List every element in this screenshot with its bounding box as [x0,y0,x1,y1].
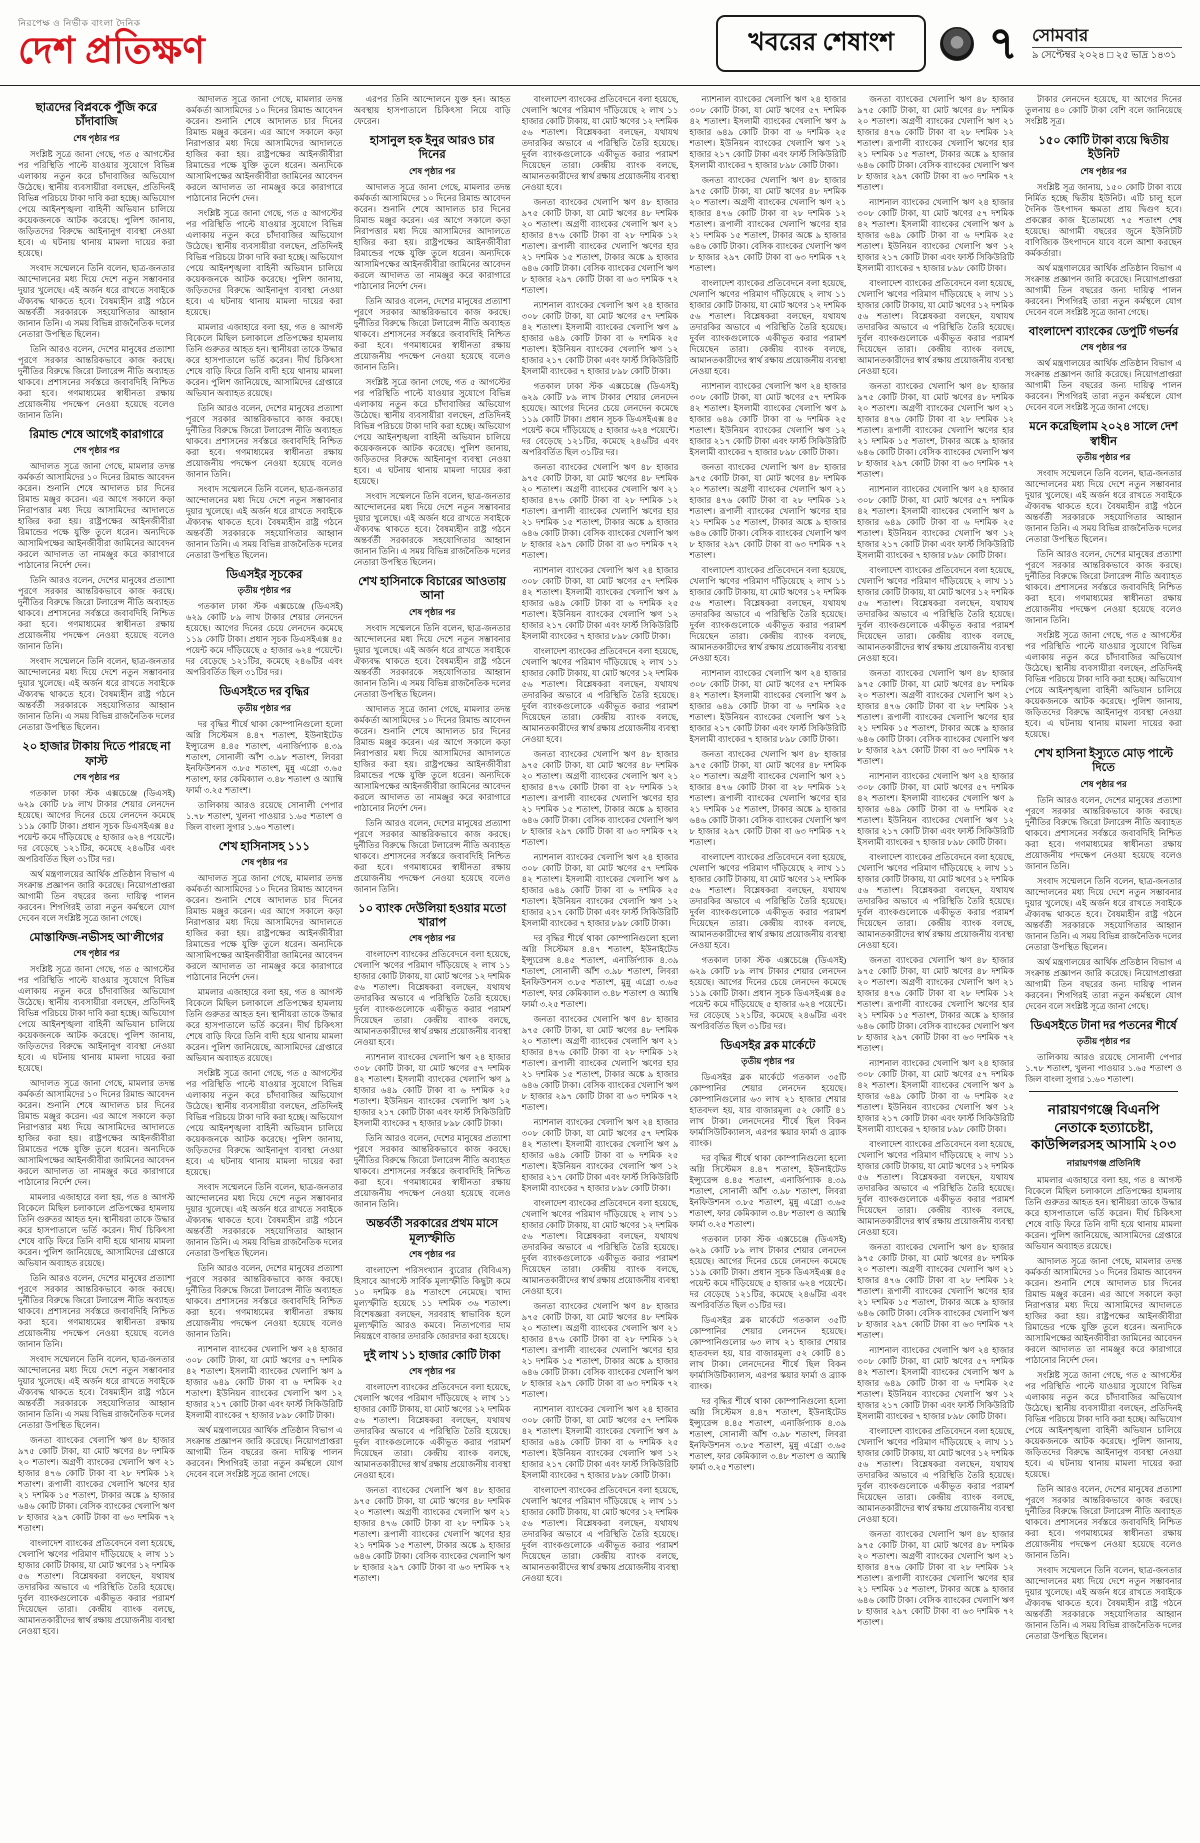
article-paragraph: আদালত সূত্রে জানা গেছে, মামলার তদন্ত কর্মকর্তা আসামিদের ১০ দিনের রিমান্ড আবেদন করেন। শুনানি শেষে আদালত চার দিনের রিমান্ড মঞ্জুর করেন। এর আগে সকালে কড়া নিরাপত্তার মধ্য দিয়ে আসামিদের আদালতে হাজির করা হয়। রাষ্ট্রপক্ষের আইনজীবীরা রিমান্ডের পক্ষে যুক্তি তুলে ধরেন। অন্যদিকে আসামিপক্ষের আইনজীবীরা জামিনের আবেদন করলে আদালত তা নামঞ্জুর করে কারাগারে পাঠানোর নির্দেশ দেন। [18,1078,175,1188]
article-paragraph: অর্থ মন্ত্রণালয়ের আর্থিক প্রতিষ্ঠান বিভাগ এ সংক্রান্ত প্রজ্ঞাপন জারি করেছে। নিয়োগপ্রাপ্তরা আগামী তিন বছরের জন্য দায়িত্ব পালন করবেন। শিগগিরই তারা নতুন কর্মস্থলে যোগ দেবেন বলে সংশ্লিষ্ট সূত্রে জানা গেছে। [185,1425,343,1480]
continued-from-label: শেষ পৃষ্ঠার পর [73,132,120,143]
article-paragraph: সংবাদ সম্মেলনে তিনি বলেন, ছাত্র-জনতার আন্দোলনের মধ্য দিয়ে দেশে নতুন সম্ভাবনার দুয়ার খুলেছে। এই অর্জন ধরে রাখতে সবাইকে ঐক্যবদ্ধ থাকতে হবে। বৈষম্যহীন রাষ্ট্র গঠনে অন্তর্বর্তী সরকারকে সহযোগিতার আহ্বান জানান তিনি। এ সময় বিভিন্ন রাজনৈতিক দলের নেতারা উপস্থিত ছিলেন। [1025,467,1183,544]
article-paragraph: জনতা ব্যাংকের খেলাপি ঋণ ৪৮ হাজার ৯৭৫ কোটি টাকা, যা মোট ঋণের ৪৮ দশমিক ২০ শতাংশ। অগ্রণী ব্যাংকের খেলাপি ঋণ ২১ হাজার ৪৭৬ কোটি টাকা বা ২৮ দশমিক ১২ শতাংশ। রূপালী ব্যাংকের খেলাপি ঋণের হার ২১ দশমিক ১৫ শতাংশ, টাকার অঙ্কে ৯ হাজার ৬৪৬ কোটি টাকা। বেসিক ব্যাংকের খেলাপি ঋণ ৮ হাজার ২৯৭ কোটি টাকা বা ৬৩ দশমিক ৭২ শতাংশ। [857,668,1015,766]
article-paragraph: সংবাদ সম্মেলনে তিনি বলেন, ছাত্র-জনতার আন্দোলনের মধ্য দিয়ে দেশে নতুন সম্ভাবনার দুয়ার খুলেছে। এই অর্জন ধরে রাখতে সবাইকে ঐক্যবদ্ধ থাকতে হবে। বৈষম্যহীন রাষ্ট্র গঠনে অন্তর্বর্তী সরকারকে সহযোগিতার আহ্বান জানান তিনি। এ সময় বিভিন্ন রাজনৈতিক দলের নেতারা উপস্থিত ছিলেন। [353,622,511,699]
article-paragraph: সংবাদ সম্মেলনে তিনি বলেন, ছাত্র-জনতার আন্দোলনের মধ্য দিয়ে দেশে নতুন সম্ভাবনার দুয়ার খুলেছে। এই অর্জন ধরে রাখতে সবাইকে ঐক্যবদ্ধ থাকতে হবে। বৈষম্যহীন রাষ্ট্র গঠনে অন্তর্বর্তী সরকারকে সহযোগিতার আহ্বান জানান তিনি। এ সময় বিভিন্ন রাজনৈতিক দলের নেতারা উপস্থিত ছিলেন। [1025,1564,1183,1641]
article-paragraph: তিনি আরও বলেন, দেশের মানুষের প্রত্যাশা পূরণে সরকার আন্তরিকভাবে কাজ করছে। দুর্নীতির বিরুদ্ধে জিরো টলারেন্স নীতি অব্যাহত থাকবে। প্রশাসনের সর্বস্তরে জবাবদিহি নিশ্চিত করা হবে। গণমাধ্যমের স্বাধীনতা রক্ষায় প্রয়োজনীয় পদক্ষেপ নেওয়া হয়েছে বলেও জানান তিনি। [353,295,511,372]
article-paragraph: গতকাল ঢাকা স্টক এক্সচেঞ্জে (ডিএসই) ৬২৯ কোটি ৮৯ লাখ টাকার শেয়ার লেনদেন হয়েছে। আগের দিনের চেয়ে লেনদেন কমেছে ১১৯ কোটি টাকা। প্রধান সূচক ডিএসইএক্স ৪৫ পয়েন্ট কমে দাঁড়িয়েছে ৫ হাজার ৬২৪ পয়েন্টে। দর বেড়েছে ১২১টির, কমেছে ২৪৬টির এবং অপরিবর্তিত ছিল ৩১টির দর। [185,601,343,678]
article-paragraph: অর্থ মন্ত্রণালয়ের আর্থিক প্রতিষ্ঠান বিভাগ এ সংক্রান্ত প্রজ্ঞাপন জারি করেছে। নিয়োগপ্রাপ্তরা আগামী তিন বছরের জন্য দায়িত্ব পালন করবেন। শিগগিরই তারা নতুন কর্মস্থলে যোগ দেবেন বলে সংশ্লিষ্ট সূত্রে জানা গেছে। [1025,358,1183,413]
continued-from-label: শেষ পৃষ্ঠার পর [408,606,456,617]
article-paragraph: গতকাল ঢাকা স্টক এক্সচেঞ্জে (ডিএসই) ৬২৯ কোটি ৮৯ লাখ টাকার শেয়ার লেনদেন হয়েছে। আগের দিনের চেয়ে লেনদেন কমেছে ১১৯ কোটি টাকা। প্রধান সূচক ডিএসইএক্স ৪৫ পয়েন্ট কমে দাঁড়িয়েছে ৫ হাজার ৬২৪ পয়েন্টে। দর বেড়েছে ১২১টির, কমেছে ২৪৬টির এবং অপরিবর্তিত ছিল ৩১টির দর। [689,1234,847,1311]
article-paragraph: দর বৃদ্ধির শীর্ষে থাকা কোম্পানিগুলো হলো অগ্নি সিস্টেমস ৪.৪৭ শতাংশ, ইউনাইটেড ইন্স্যুরেন্স ৪.৪৫ শতাংশ, এনার্জিপ্যাক ৪.৩৯ শতাংশ, সোনালী আঁশ ৩.৯৮ শতাংশ, লিবরা ইনফিউশনস ৩.৮৫ শতাংশ, মুন্নু এগ্রো ৩.৬৫ শতাংশ, ফার কেমিক্যাল ৩.৪৮ শতাংশ ও অ্যাম্বি ফার্মা ৩.২৫ শতাংশ। [689,1153,847,1230]
article-headline: ছাত্রদের বিপ্লবকে পুঁজি করে চাঁদাবাজি [35,102,158,129]
article-paragraph: ন্যাশনাল ব্যাংকের খেলাপি ঋণ ২৪ হাজার ৩০৮ কোটি টাকা, যা মোট ঋণের ৫৭ দশমিক ৪২ শতাংশ। ইসলামী ব্যাংকের খেলাপি ঋণ ৯ হাজার ৬৪৯ কোটি টাকা বা ৬ দশমিক ২৫ শতাংশ। ইউনিয়ন ব্যাংকের খেলাপি ঋণ ১২ হাজার ২১৭ কোটি টাকা এবং ফার্স্ট সিকিউরিটি ইসলামী ব্যাংকের ৭ হাজার ৮৯৮ কোটি টাকা। [689,668,847,744]
article-paragraph: সংবাদ সম্মেলনে তিনি বলেন, ছাত্র-জনতার আন্দোলনের মধ্য দিয়ে দেশে নতুন সম্ভাবনার দুয়ার খুলেছে। এই অর্জন ধরে রাখতে সবাইকে ঐক্যবদ্ধ থাকতে হবে। বৈষম্যহীন রাষ্ট্র গঠনে অন্তর্বর্তী সরকারকে সহযোগিতার আহ্বান জানান তিনি। এ সময় বিভিন্ন রাজনৈতিক দলের নেতারা উপস্থিত ছিলেন। [18,262,175,339]
article-paragraph: ডিএসইর ব্লক মার্কেটে গতকাল ৩৫টি কোম্পানির শেয়ার লেনদেন হয়েছে। কোম্পানিগুলোর ৬৩ লাখ ২১ হাজার শেয়ার হাতবদল হয়, যার বাজারমূল্য ৫২ কোটি ৪১ লাখ টাকা। লেনদেনের শীর্ষে ছিল বিকন ফার্মাসিউটিক্যালস, এরপর স্কয়ার ফার্মা ও ব্র্যাক ব্যাংক। [689,1072,847,1149]
article-headline: শেখ হাসিনা ইস্যুতে মোড় পাল্টে দিতে [1034,747,1174,775]
article-paragraph: বাংলাদেশ ব্যাংকের প্রতিবেদনে বলা হয়েছে, খেলাপি ঋণের পরিমাণ দাঁড়িয়েছে ২ লাখ ১১ হাজার কোটি টাকায়, যা মোট ঋণের ১২ দশমিক ৫৬ শতাংশ। বিশ্লেষকরা বলছেন, যথাযথ তদারকির অভাবে এ পরিস্থিতি তৈরি হয়েছে। দুর্বল ব্যাংকগুলোকে একীভূত করার পরামর্শ দিয়েছেন তারা। কেন্দ্রীয় ব্যাংক বলছে, আমানতকারীদের স্বার্থ রক্ষায় প্রয়োজনীয় ব্যবস্থা নেওয়া হবে। [353,949,511,1048]
article-paragraph: তিনি আরও বলেন, দেশের মানুষের প্রত্যাশা পূরণে সরকার আন্তরিকভাবে কাজ করছে। দুর্নীতির বিরুদ্ধে জিরো টলারেন্স নীতি অব্যাহত থাকবে। প্রশাসনের সর্বস্তরে জবাবদিহি নিশ্চিত করা হবে। গণমাধ্যমের স্বাধীনতা রক্ষায় প্রয়োজনীয় পদক্ষেপ নেওয়া হয়েছে বলেও জানান তিনি। [18,575,175,652]
article-paragraph: জনতা ব্যাংকের খেলাপি ঋণ ৪৮ হাজার ৯৭৫ কোটি টাকা, যা মোট ঋণের ৪৮ দশমিক ২০ শতাংশ। অগ্রণী ব্যাংকের খেলাপি ঋণ ২১ হাজার ৪৭৬ কোটি টাকা বা ২৮ দশমিক ১২ শতাংশ। রূপালী ব্যাংকের খেলাপি ঋণের হার ২১ দশমিক ১৫ শতাংশ, টাকার অঙ্কে ৯ হাজার ৬৪৬ কোটি টাকা। বেসিক ব্যাংকের খেলাপি ঋণ ৮ হাজার ২৯৭ কোটি টাকা বা ৬৩ দশমিক ৭২ শতাংশ। [689,749,847,847]
article-paragraph: বাংলাদেশ ব্যাংকের প্রতিবেদনে বলা হয়েছে, খেলাপি ঋণের পরিমাণ দাঁড়িয়েছে ২ লাখ ১১ হাজার কোটি টাকায়, যা মোট ঋণের ১২ দশমিক ৫৬ শতাংশ। বিশ্লেষকরা বলছেন, যথাযথ তদারকির অভাবে এ পরিস্থিতি তৈরি হয়েছে। দুর্বল ব্যাংকগুলোকে একীভূত করার পরামর্শ দিয়েছেন তারা। কেন্দ্রীয় ব্যাংক বলছে, আমানতকারীদের স্বার্থ রক্ষায় প্রয়োজনীয় ব্যবস্থা নেওয়া হবে। [857,852,1015,950]
article-headline: বাংলাদেশ ব্যাংকের ডেপুটি গভর্নর [1028,325,1179,338]
continued-from-label: শেষ পৃষ্ঠার পর [408,165,456,176]
article-paragraph: বাংলাদেশ ব্যাংকের প্রতিবেদনে বলা হয়েছে, খেলাপি ঋণের পরিমাণ দাঁড়িয়েছে ২ লাখ ১১ হাজার কোটি টাকায়, যা মোট ঋণের ১২ দশমিক ৫৬ শতাংশ। বিশ্লেষকরা বলছেন, যথাযথ তদারকির অভাবে এ পরিস্থিতি তৈরি হয়েছে। দুর্বল ব্যাংকগুলোকে একীভূত করার পরামর্শ দিয়েছেন তারা। কেন্দ্রীয় ব্যাংক বলছে, আমানতকারীদের স্বার্থ রক্ষায় প্রয়োজনীয় ব্যবস্থা নেওয়া হবে। [689,852,847,950]
article-headline: নারায়ণগঞ্জে বিএনপি নেতাকে হত্যাচেষ্টা, কাউন্সিলরসহ আসামি ২০৩ [1031,1102,1177,1153]
continued-from-label: তৃতীয় পৃষ্ঠার পর [237,702,291,713]
article-paragraph: বাংলাদেশ ব্যাংকের প্রতিবেদনে বলা হয়েছে, খেলাপি ঋণের পরিমাণ দাঁড়িয়েছে ২ লাখ ১১ হাজার কোটি টাকায়, যা মোট ঋণের ১২ দশমিক ৫৬ শতাংশ। বিশ্লেষকরা বলছেন, যথাযথ তদারকির অভাবে এ পরিস্থিতি তৈরি হয়েছে। দুর্বল ব্যাংকগুলোকে একীভূত করার পরামর্শ দিয়েছেন তারা। কেন্দ্রীয় ব্যাংক বলছে, আমানতকারীদের স্বার্থ রক্ষায় প্রয়োজনীয় ব্যবস্থা নেওয়া হবে। [521,646,679,744]
article-paragraph: ন্যাশনাল ব্যাংকের খেলাপি ঋণ ২৪ হাজার ৩০৮ কোটি টাকা, যা মোট ঋণের ৫৭ দশমিক ৪২ শতাংশ। ইসলামী ব্যাংকের খেলাপি ঋণ ৯ হাজার ৬৪৯ কোটি টাকা বা ৬ দশমিক ২৫ শতাংশ। ইউনিয়ন ব্যাংকের খেলাপি ঋণ ১২ হাজার ২১৭ কোটি টাকা এবং ফার্স্ট সিকিউরিটি ইসলামী ব্যাংকের ৭ হাজার ৮৯৮ কোটি টাকা। [353,1052,511,1129]
newspaper-brand [18,16,205,71]
article-paragraph: জনতা ব্যাংকের খেলাপি ঋণ ৪৮ হাজার ৯৭৫ কোটি টাকা, যা মোট ঋণের ৪৮ দশমিক ২০ শতাংশ। অগ্রণী ব্যাংকের খেলাপি ঋণ ২১ হাজার ৪৭৬ কোটি টাকা বা ২৮ দশমিক ১২ শতাংশ। রূপালী ব্যাংকের খেলাপি ঋণের হার ২১ দশমিক ১৫ শতাংশ, টাকার অঙ্কে ৯ হাজার ৬৪৬ কোটি টাকা। বেসিক ব্যাংকের খেলাপি ঋণ ৮ হাজার ২৯৭ কোটি টাকা বা ৬৩ দশমিক ৭২ শতাংশ। [857,955,1015,1053]
article-paragraph: সংবাদ সম্মেলনে তিনি বলেন, ছাত্র-জনতার আন্দোলনের মধ্য দিয়ে দেশে নতুন সম্ভাবনার দুয়ার খুলেছে। এই অর্জন ধরে রাখতে সবাইকে ঐক্যবদ্ধ থাকতে হবে। বৈষম্যহীন রাষ্ট্র গঠনে অন্তর্বর্তী সরকারকে সহযোগিতার আহ্বান জানান তিনি। এ সময় বিভিন্ন রাজনৈতিক দলের নেতারা উপস্থিত ছিলেন। [185,1182,343,1259]
article-paragraph: তিনি আরও বলেন, দেশের মানুষের প্রত্যাশা পূরণে সরকার আন্তরিকভাবে কাজ করছে। দুর্নীতির বিরুদ্ধে জিরো টলারেন্স নীতি অব্যাহত থাকবে। প্রশাসনের সর্বস্তরে জবাবদিহি নিশ্চিত করা হবে। গণমাধ্যমের স্বাধীনতা রক্ষায় প্রয়োজনীয় পদক্ষেপ নেওয়া হয়েছে বলেও জানান তিনি। [353,817,511,894]
article-headline: ডিএসইর সূচকের [226,569,303,581]
article-paragraph: বাংলাদেশ ব্যাংকের প্রতিবেদনে বলা হয়েছে, খেলাপি ঋণের পরিমাণ দাঁড়িয়েছে ২ লাখ ১১ হাজার কোটি টাকায়, যা মোট ঋণের ১২ দশমিক ৫৬ শতাংশ। বিশ্লেষকরা বলছেন, যথাযথ তদারকির অভাবে এ পরিস্থিতি তৈরি হয়েছে। দুর্বল ব্যাংকগুলোকে একীভূত করার পরামর্শ দিয়েছেন তারা। কেন্দ্রীয় ব্যাংক বলছে, আমানতকারীদের স্বার্থ রক্ষায় প্রয়োজনীয় ব্যবস্থা নেওয়া হবে। [521,1198,679,1296]
article-paragraph: বাংলাদেশ ব্যাংকের প্রতিবেদনে বলা হয়েছে, খেলাপি ঋণের পরিমাণ দাঁড়িয়েছে ২ লাখ ১১ হাজার কোটি টাকায়, যা মোট ঋণের ১২ দশমিক ৫৬ শতাংশ। বিশ্লেষকরা বলছেন, যথাযথ তদারকির অভাবে এ পরিস্থিতি তৈরি হয়েছে। দুর্বল ব্যাংকগুলোকে একীভূত করার পরামর্শ দিয়েছেন তারা। কেন্দ্রীয় ব্যাংক বলছে, আমানতকারীদের স্বার্থ রক্ষায় প্রয়োজনীয় ব্যবস্থা নেওয়া হবে। [353,1382,511,1481]
article-headline: শেখ হাসিনাসহ ১১১ [218,840,310,853]
article-paragraph: ন্যাশনাল ব্যাংকের খেলাপি ঋণ ২৪ হাজার ৩০৮ কোটি টাকা, যা মোট ঋণের ৫৭ দশমিক ৪২ শতাংশ। ইসলামী ব্যাংকের খেলাপি ঋণ ৯ হাজার ৬৪৯ কোটি টাকা বা ৬ দশমিক ২৫ শতাংশ। ইউনিয়ন ব্যাংকের খেলাপি ঋণ ১২ হাজার ২১৭ কোটি টাকা এবং ফার্স্ট সিকিউরিটি ইসলামী ব্যাংকের ৭ হাজার ৮৯৮ কোটি টাকা। [857,1345,1015,1421]
continued-from-label: তৃতীয় পৃষ্ঠার পর [237,585,291,596]
article-paragraph: জনতা ব্যাংকের খেলাপি ঋণ ৪৮ হাজার ৯৭৫ কোটি টাকা, যা মোট ঋণের ৪৮ দশমিক ২০ শতাংশ। অগ্রণী ব্যাংকের খেলাপি ঋণ ২১ হাজার ৪৭৬ কোটি টাকা বা ২৮ দশমিক ১২ শতাংশ। রূপালী ব্যাংকের খেলাপি ঋণের হার ২১ দশমিক ১৫ শতাংশ, টাকার অঙ্কে ৯ হাজার ৬৪৬ কোটি টাকা। বেসিক ব্যাংকের খেলাপি ঋণ ৮ হাজার ২৯৭ কোটি টাকা বা ৬৩ দশমিক ৭২ শতাংশ। [689,462,847,560]
article-headline: শেখ হাসিনাকে বিচারের আওতায় আনা [358,575,507,603]
news-column-1 [18,94,175,1831]
news-column-4 [522,94,679,1831]
article-headline: মনে করেছিলাম ২০২৪ সালে দেশ স্বাধীন [1029,421,1178,448]
article-paragraph: দর বৃদ্ধির শীর্ষে থাকা কোম্পানিগুলো হলো অগ্নি সিস্টেমস ৪.৪৭ শতাংশ, ইউনাইটেড ইন্স্যুরেন্স ৪.৪৫ শতাংশ, এনার্জিপ্যাক ৪.৩৯ শতাংশ, সোনালী আঁশ ৩.৯৮ শতাংশ, লিবরা ইনফিউশনস ৩.৮৫ শতাংশ, মুন্নু এগ্রো ৩.৬৫ শতাংশ, ফার কেমিক্যাল ৩.৪৮ শতাংশ ও অ্যাম্বি ফার্মা ৩.২৫ শতাংশ। [185,718,343,795]
article-paragraph: ন্যাশনাল ব্যাংকের খেলাপি ঋণ ২৪ হাজার ৩০৮ কোটি টাকা, যা মোট ঋণের ৫৭ দশমিক ৪২ শতাংশ। ইসলামী ব্যাংকের খেলাপি ঋণ ৯ হাজার ৬৪৯ কোটি টাকা বা ৬ দশমিক ২৫ শতাংশ। ইউনিয়ন ব্যাংকের খেলাপি ঋণ ১২ হাজার ২১৭ কোটি টাকা এবং ফার্স্ট সিকিউরিটি ইসলামী ব্যাংকের ৭ হাজার ৮৯৮ কোটি টাকা। [857,1058,1015,1134]
article-paragraph: জনতা ব্যাংকের খেলাপি ঋণ ৪৮ হাজার ৯৭৫ কোটি টাকা, যা মোট ঋণের ৪৮ দশমিক ২০ শতাংশ। অগ্রণী ব্যাংকের খেলাপি ঋণ ২১ হাজার ৪৭৬ কোটি টাকা বা ২৮ দশমিক ১২ শতাংশ। রূপালী ব্যাংকের খেলাপি ঋণের হার ২১ দশমিক ১৫ শতাংশ, টাকার অঙ্কে ৯ হাজার ৬৪৬ কোটি টাকা। বেসিক ব্যাংকের খেলাপি ঋণ ৮ হাজার ২৯৭ কোটি টাকা বা ৬৩ দশমিক ৭২ শতাংশ। [857,1529,1015,1627]
continued-from-label: শেষ পৃষ্ঠার পর [408,1249,456,1259]
article-paragraph: ন্যাশনাল ব্যাংকের খেলাপি ঋণ ২৪ হাজার ৩০৮ কোটি টাকা, যা মোট ঋণের ৫৭ দশমিক ৪২ শতাংশ। ইসলামী ব্যাংকের খেলাপি ঋণ ৯ হাজার ৬৪৯ কোটি টাকা বা ৬ দশমিক ২৫ শতাংশ। ইউনিয়ন ব্যাংকের খেলাপি ঋণ ১২ হাজার ২১৭ কোটি টাকা এবং ফার্স্ট সিকিউরিটি ইসলামী ব্যাংকের ৭ হাজার ৮৯৮ কোটি টাকা। [521,1117,679,1193]
article-paragraph: মামলার এজাহারে বলা হয়, গত ৪ আগস্ট বিকেলে মিছিল চলাকালে প্রতিপক্ষের হামলায় তিনি গুরুতর আহত হন। স্থানীয়রা তাকে উদ্ধার করে হাসপাতালে ভর্তি করেন। দীর্ঘ চিকিৎসা শেষে বাড়ি ফিরে তিনি বাদী হয়ে থানায় মামলা করেন। পুলিশ জানিয়েছে, আসামিদের গ্রেপ্তারে অভিযান অব্যাহত রয়েছে। [18,1192,175,1269]
byline: নারায়ণগঞ্জ প্রতিনিধি [1066,1157,1141,1168]
masthead-right [716,15,1182,72]
article-paragraph: জনতা ব্যাংকের খেলাপি ঋণ ৪৮ হাজার ৯৭৫ কোটি টাকা, যা মোট ঋণের ৪৮ দশমিক ২০ শতাংশ। অগ্রণী ব্যাংকের খেলাপি ঋণ ২১ হাজার ৪৭৬ কোটি টাকা বা ২৮ দশমিক ১২ শতাংশ। রূপালী ব্যাংকের খেলাপি ঋণের হার ২১ দশমিক ১৫ শতাংশ, টাকার অঙ্কে ৯ হাজার ৬৪৬ কোটি টাকা। বেসিক ব্যাংকের খেলাপি ঋণ ৮ হাজার ২৯৭ কোটি টাকা বা ৬৩ দশমিক ৭২ শতাংশ। [857,94,1015,192]
article-paragraph: জনতা ব্যাংকের খেলাপি ঋণ ৪৮ হাজার ৯৭৫ কোটি টাকা, যা মোট ঋণের ৪৮ দশমিক ২০ শতাংশ। অগ্রণী ব্যাংকের খেলাপি ঋণ ২১ হাজার ৪৭৬ কোটি টাকা বা ২৮ দশমিক ১২ শতাংশ। রূপালী ব্যাংকের খেলাপি ঋণের হার ২১ দশমিক ১৫ শতাংশ, টাকার অঙ্কে ৯ হাজার ৬৪৬ কোটি টাকা। বেসিক ব্যাংকের খেলাপি ঋণ ৮ হাজার ২৯৭ কোটি টাকা বা ৬৩ দশমিক ৭২ শতাংশ। [521,197,679,295]
continued-from-label: শেষ পৃষ্ঠার পর [408,1366,456,1377]
article-paragraph: ন্যাশনাল ব্যাংকের খেলাপি ঋণ ২৪ হাজার ৩০৮ কোটি টাকা, যা মোট ঋণের ৫৭ দশমিক ৪২ শতাংশ। ইসলামী ব্যাংকের খেলাপি ঋণ ৯ হাজার ৬৪৯ কোটি টাকা বা ৬ দশমিক ২৫ শতাংশ। ইউনিয়ন ব্যাংকের খেলাপি ঋণ ১২ হাজার ২১৭ কোটি টাকা এবং ফার্স্ট সিকিউরিটি ইসলামী ব্যাংকের ৭ হাজার ৮৯৮ কোটি টাকা। [521,1404,679,1480]
article-paragraph: সংবাদ সম্মেলনে তিনি বলেন, ছাত্র-জনতার আন্দোলনের মধ্য দিয়ে দেশে নতুন সম্ভাবনার দুয়ার খুলেছে। এই অর্জন ধরে রাখতে সবাইকে ঐক্যবদ্ধ থাকতে হবে। বৈষম্যহীন রাষ্ট্র গঠনে অন্তর্বর্তী সরকারকে সহযোগিতার আহ্বান জানান তিনি। এ সময় বিভিন্ন রাজনৈতিক দলের নেতারা উপস্থিত ছিলেন। [18,656,175,733]
article-paragraph: তিনি আরও বলেন, দেশের মানুষের প্রত্যাশা পূরণে সরকার আন্তরিকভাবে কাজ করছে। দুর্নীতির বিরুদ্ধে জিরো টলারেন্স নীতি অব্যাহত থাকবে। প্রশাসনের সর্বস্তরে জবাবদিহি নিশ্চিত করা হবে। গণমাধ্যমের স্বাধীনতা রক্ষায় প্রয়োজনীয় পদক্ষেপ নেওয়া হয়েছে বলেও জানান তিনি। [18,1273,175,1350]
article-headline: ডিএসইতে টানা দর পতনের শীর্ষে [1030,1019,1177,1032]
article-paragraph: তিনি আরও বলেন, দেশের মানুষের প্রত্যাশা পূরণে সরকার আন্তরিকভাবে কাজ করছে। দুর্নীতির বিরুদ্ধে জিরো টলারেন্স নীতি অব্যাহত থাকবে। প্রশাসনের সর্বস্তরে জবাবদিহি নিশ্চিত করা হবে। গণমাধ্যমের স্বাধীনতা রক্ষায় প্রয়োজনীয় পদক্ষেপ নেওয়া হয়েছে বলেও জানান তিনি। [1025,1483,1183,1560]
article-paragraph: তিনি আরও বলেন, দেশের মানুষের প্রত্যাশা পূরণে সরকার আন্তরিকভাবে কাজ করছে। দুর্নীতির বিরুদ্ধে জিরো টলারেন্স নীতি অব্যাহত থাকবে। প্রশাসনের সর্বস্তরে জবাবদিহি নিশ্চিত করা হবে। গণমাধ্যমের স্বাধীনতা রক্ষায় প্রয়োজনীয় পদক্ষেপ নেওয়া হয়েছে বলেও জানান তিনি। [185,1263,343,1340]
continued-from-label: শেষ পৃষ্ঠার পর [73,771,120,782]
article-paragraph: বাংলাদেশ ব্যাংকের প্রতিবেদনে বলা হয়েছে, খেলাপি ঋণের পরিমাণ দাঁড়িয়েছে ২ লাখ ১১ হাজার কোটি টাকায়, যা মোট ঋণের ১২ দশমিক ৫৬ শতাংশ। বিশ্লেষকরা বলছেন, যথাযথ তদারকির অভাবে এ পরিস্থিতি তৈরি হয়েছে। দুর্বল ব্যাংকগুলোকে একীভূত করার পরামর্শ দিয়েছেন তারা। কেন্দ্রীয় ব্যাংক বলছে, আমানতকারীদের স্বার্থ রক্ষায় প্রয়োজনীয় ব্যবস্থা নেওয়া হবে। [857,278,1015,376]
article-paragraph: সংশ্লিষ্ট সূত্রে জানা গেছে, গত ৫ আগস্টের পর পরিস্থিতি পাল্টে যাওয়ার সুযোগে বিভিন্ন এলাকায় নতুন করে চাঁদাবাজির অভিযোগ উঠেছে। স্থানীয় ব্যবসায়ীরা বলছেন, প্রতিদিনই বিভিন্ন পরিচয়ে টাকা দাবি করা হচ্ছে। অভিযোগ পেয়ে আইনশৃঙ্খলা বাহিনী অভিযান চালিয়ে কয়েকজনকে আটক করেছে। পুলিশ জানায়, জড়িতদের বিরুদ্ধে আইনানুগ ব্যবস্থা নেওয়া হবে। এ ঘটনায় থানায় মামলা দায়ের করা হয়েছে। [185,1068,343,1178]
section-title: খবরের শেষাংশ [716,15,926,72]
article-paragraph: সংশ্লিষ্ট সূত্রে জানা গেছে, গত ৫ আগস্টের পর পরিস্থিতি পাল্টে যাওয়ার সুযোগে বিভিন্ন এলাকায় নতুন করে চাঁদাবাজির অভিযোগ উঠেছে। স্থানীয় ব্যবসায়ীরা বলছেন, প্রতিদিনই বিভিন্ন পরিচয়ে টাকা দাবি করা হচ্ছে। অভিযোগ পেয়ে আইনশৃঙ্খলা বাহিনী অভিযান চালিয়ে কয়েকজনকে আটক করেছে। পুলিশ জানায়, জড়িতদের বিরুদ্ধে আইনানুগ ব্যবস্থা নেওয়া হবে। এ ঘটনায় থানায় মামলা দায়ের করা হয়েছে। [1025,629,1183,739]
article-paragraph: তিনি আরও বলেন, দেশের মানুষের প্রত্যাশা পূরণে সরকার আন্তরিকভাবে কাজ করছে। দুর্নীতির বিরুদ্ধে জিরো টলারেন্স নীতি অব্যাহত থাকবে। প্রশাসনের সর্বস্তরে জবাবদিহি নিশ্চিত করা হবে। গণমাধ্যমের স্বাধীনতা রক্ষায় প্রয়োজনীয় পদক্ষেপ নেওয়া হয়েছে বলেও জানান তিনি। [18,343,175,420]
article-paragraph: বাংলাদেশ ব্যাংকের প্রতিবেদনে বলা হয়েছে, খেলাপি ঋণের পরিমাণ দাঁড়িয়েছে ২ লাখ ১১ হাজার কোটি টাকায়, যা মোট ঋণের ১২ দশমিক ৫৬ শতাংশ। বিশ্লেষকরা বলছেন, যথাযথ তদারকির অভাবে এ পরিস্থিতি তৈরি হয়েছে। দুর্বল ব্যাংকগুলোকে একীভূত করার পরামর্শ দিয়েছেন তারা। কেন্দ্রীয় ব্যাংক বলছে, আমানতকারীদের স্বার্থ রক্ষায় প্রয়োজনীয় ব্যবস্থা নেওয়া হবে। [689,278,847,376]
article-paragraph: সংশ্লিষ্ট সূত্রে জানা গেছে, গত ৫ আগস্টের পর পরিস্থিতি পাল্টে যাওয়ার সুযোগে বিভিন্ন এলাকায় নতুন করে চাঁদাবাজির অভিযোগ উঠেছে। স্থানীয় ব্যবসায়ীরা বলছেন, প্রতিদিনই বিভিন্ন পরিচয়ে টাকা দাবি করা হচ্ছে। অভিযোগ পেয়ে আইনশৃঙ্খলা বাহিনী অভিযান চালিয়ে কয়েকজনকে আটক করেছে। পুলিশ জানায়, জড়িতদের বিরুদ্ধে আইনানুগ ব্যবস্থা নেওয়া হবে। এ ঘটনায় থানায় মামলা দায়ের করা হয়েছে। [1025,1369,1183,1479]
continued-from-label: শেষ পৃষ্ঠার পর [408,933,456,944]
article-paragraph: ন্যাশনাল ব্যাংকের খেলাপি ঋণ ২৪ হাজার ৩০৮ কোটি টাকা, যা মোট ঋণের ৫৭ দশমিক ৪২ শতাংশ। ইসলামী ব্যাংকের খেলাপি ঋণ ৯ হাজার ৬৪৯ কোটি টাকা বা ৬ দশমিক ২৫ শতাংশ। ইউনিয়ন ব্যাংকের খেলাপি ঋণ ১২ হাজার ২১৭ কোটি টাকা এবং ফার্স্ট সিকিউরিটি ইসলামী ব্যাংকের ৭ হাজার ৮৯৮ কোটি টাকা। [857,484,1015,560]
article-paragraph: সংশ্লিষ্ট সূত্রে জানা গেছে, গত ৫ আগস্টের পর পরিস্থিতি পাল্টে যাওয়ার সুযোগে বিভিন্ন এলাকায় নতুন করে চাঁদাবাজির অভিযোগ উঠেছে। স্থানীয় ব্যবসায়ীরা বলছেন, প্রতিদিনই বিভিন্ন পরিচয়ে টাকা দাবি করা হচ্ছে। অভিযোগ পেয়ে আইনশৃঙ্খলা বাহিনী অভিযান চালিয়ে কয়েকজনকে আটক করেছে। পুলিশ জানায়, জড়িতদের বিরুদ্ধে আইনানুগ ব্যবস্থা নেওয়া হবে। এ ঘটনায় থানায় মামলা দায়ের করা হয়েছে। [185,208,343,317]
article-paragraph: তালিকায় আরও রয়েছে সোনালী পেপার ১.৭৮ শতাংশ, খুলনা পাওয়ার ১.৬৫ শতাংশ ও জিল বাংলা সুগার ১.৬০ শতাংশ। [185,799,343,832]
article-paragraph: জনতা ব্যাংকের খেলাপি ঋণ ৪৮ হাজার ৯৭৫ কোটি টাকা, যা মোট ঋণের ৪৮ দশমিক ২০ শতাংশ। অগ্রণী ব্যাংকের খেলাপি ঋণ ২১ হাজার ৪৭৬ কোটি টাকা বা ২৮ দশমিক ১২ শতাংশ। রূপালী ব্যাংকের খেলাপি ঋণের হার ২১ দশমিক ১৫ শতাংশ, টাকার অঙ্কে ৯ হাজার ৬৪৬ কোটি টাকা। বেসিক ব্যাংকের খেলাপি ঋণ ৮ হাজার ২৯৭ কোটি টাকা বা ৬৩ দশমিক ৭২ শতাংশ। [521,462,679,560]
article-paragraph: ন্যাশনাল ব্যাংকের খেলাপি ঋণ ২৪ হাজার ৩০৮ কোটি টাকা, যা মোট ঋণের ৫৭ দশমিক ৪২ শতাংশ। ইসলামী ব্যাংকের খেলাপি ঋণ ৯ হাজার ৬৪৯ কোটি টাকা বা ৬ দশমিক ২৫ শতাংশ। ইউনিয়ন ব্যাংকের খেলাপি ঋণ ১২ হাজার ২১৭ কোটি টাকা এবং ফার্স্ট সিকিউরিটি ইসলামী ব্যাংকের ৭ হাজার ৮৯৮ কোটি টাকা। [857,197,1015,273]
news-column-7 [1025,94,1182,1831]
article-headline: রিমান্ড শেষে আগেই কারাগারে [29,428,164,441]
article-paragraph: অর্থ মন্ত্রণালয়ের আর্থিক প্রতিষ্ঠান বিভাগ এ সংক্রান্ত প্রজ্ঞাপন জারি করেছে। নিয়োগপ্রাপ্তরা আগামী তিন বছরের জন্য দায়িত্ব পালন করবেন। শিগগিরই তারা নতুন কর্মস্থলে যোগ দেবেন বলে সংশ্লিষ্ট সূত্রে জানা গেছে। [1025,262,1183,317]
emblem-icon [940,27,974,61]
continued-from-label: শেষ পৃষ্ঠার পর [1080,778,1127,789]
continued-from-label: শেষ পৃষ্ঠার পর [1080,342,1127,353]
article-headline: ডিএসইতে দর বৃদ্ধির [219,686,310,699]
article-paragraph: ন্যাশনাল ব্যাংকের খেলাপি ঋণ ২৪ হাজার ৩০৮ কোটি টাকা, যা মোট ঋণের ৫৭ দশমিক ৪২ শতাংশ। ইসলামী ব্যাংকের খেলাপি ঋণ ৯ হাজার ৬৪৯ কোটি টাকা বা ৬ দশমিক ২৫ শতাংশ। ইউনিয়ন ব্যাংকের খেলাপি ঋণ ১২ হাজার ২১৭ কোটি টাকা এবং ফার্স্ট সিকিউরিটি ইসলামী ব্যাংকের ৭ হাজার ৮৯৮ কোটি টাকা। [521,565,679,641]
article-headline: অন্তর্বর্তী সরকারের প্রথম মাসে মূল্যস্ফীতি [366,1218,499,1245]
article-paragraph: সংশ্লিষ্ট সূত্র জানায়, ১৫০ কোটি টাকা ব্যয়ে নির্মিত হচ্ছে দ্বিতীয় ইউনিট। এটি চালু হলে দৈনিক উৎপাদন ক্ষমতা প্রায় দ্বিগুণ হবে। প্রকল্পের কাজ ইতোমধ্যে ৭৫ শতাংশ শেষ হয়েছে। আগামী বছরের জুনে ইউনিটটি বাণিজ্যিক উৎপাদনে যাবে বলে আশা করছেন কর্মকর্তারা। [1025,181,1183,258]
page-number: ৭ [988,17,1018,69]
article-headline: মোস্তাফিজ-নভীসহ আ'লীগের [29,931,164,944]
masthead [0,0,1200,86]
article-headline: হাসানুল হক ইনুর আরও চার দিনের [369,135,495,162]
date-line: ৯ সেপ্টেম্বর ২০২৪ □ ২৫ ভাদ্র ১৪৩১ [1032,49,1177,61]
article-paragraph: আদালত সূত্রে জানা গেছে, মামলার তদন্ত কর্মকর্তা আসামিদের ১০ দিনের রিমান্ড আবেদন করেন। শুনানি শেষে আদালত চার দিনের রিমান্ড মঞ্জুর করেন। এর আগে সকালে কড়া নিরাপত্তার মধ্য দিয়ে আসামিদের আদালতে হাজির করা হয়। রাষ্ট্রপক্ষের আইনজীবীরা রিমান্ডের পক্ষে যুক্তি তুলে ধরেন। অন্যদিকে আসামিপক্ষের আইনজীবীরা জামিনের আবেদন করলে আদালত তা নামঞ্জুর করে কারাগারে পাঠানোর নির্দেশ দেন। [353,181,511,291]
article-paragraph: জনতা ব্যাংকের খেলাপি ঋণ ৪৮ হাজার ৯৭৫ কোটি টাকা, যা মোট ঋণের ৪৮ দশমিক ২০ শতাংশ। অগ্রণী ব্যাংকের খেলাপি ঋণ ২১ হাজার ৪৭৬ কোটি টাকা বা ২৮ দশমিক ১২ শতাংশ। রূপালী ব্যাংকের খেলাপি ঋণের হার ২১ দশমিক ১৫ শতাংশ, টাকার অঙ্কে ৯ হাজার ৬৪৬ কোটি টাকা। বেসিক ব্যাংকের খেলাপি ঋণ ৮ হাজার ২৯৭ কোটি টাকা বা ৬৩ দশমিক ৭২ শতাংশ। [689,175,847,273]
news-columns [18,94,1182,1831]
article-paragraph: ন্যাশনাল ব্যাংকের খেলাপি ঋণ ২৪ হাজার ৩০৮ কোটি টাকা, যা মোট ঋণের ৫৭ দশমিক ৪২ শতাংশ। ইসলামী ব্যাংকের খেলাপি ঋণ ৯ হাজার ৬৪৯ কোটি টাকা বা ৬ দশমিক ২৫ শতাংশ। ইউনিয়ন ব্যাংকের খেলাপি ঋণ ১২ হাজার ২১৭ কোটি টাকা এবং ফার্স্ট সিকিউরিটি ইসলামী ব্যাংকের ৭ হাজার ৮৯৮ কোটি টাকা। [521,300,679,376]
article-paragraph: আদালত সূত্রে জানা গেছে, মামলার তদন্ত কর্মকর্তা আসামিদের ১০ দিনের রিমান্ড আবেদন করেন। শুনানি শেষে আদালত চার দিনের রিমান্ড মঞ্জুর করেন। এর আগে সকালে কড়া নিরাপত্তার মধ্য দিয়ে আসামিদের আদালতে হাজির করা হয়। রাষ্ট্রপক্ষের আইনজীবীরা রিমান্ডের পক্ষে যুক্তি তুলে ধরেন। অন্যদিকে আসামিপক্ষের আইনজীবীরা জামিনের আবেদন করলে আদালত তা নামঞ্জুর করে কারাগারে পাঠানোর নির্দেশ দেন। [185,873,343,983]
article-paragraph: দর বৃদ্ধির শীর্ষে থাকা কোম্পানিগুলো হলো অগ্নি সিস্টেমস ৪.৪৭ শতাংশ, ইউনাইটেড ইন্স্যুরেন্স ৪.৪৫ শতাংশ, এনার্জিপ্যাক ৪.৩৯ শতাংশ, সোনালী আঁশ ৩.৯৮ শতাংশ, লিবরা ইনফিউশনস ৩.৮৫ শতাংশ, মুন্নু এগ্রো ৩.৬৫ শতাংশ, ফার কেমিক্যাল ৩.৪৮ শতাংশ ও অ্যাম্বি ফার্মা ৩.২৫ শতাংশ। [521,933,679,1009]
continued-from-label: শেষ পৃষ্ঠার পর [1080,165,1127,176]
article-paragraph: বাংলাদেশ ব্যাংকের প্রতিবেদনে বলা হয়েছে, খেলাপি ঋণের পরিমাণ দাঁড়িয়েছে ২ লাখ ১১ হাজার কোটি টাকায়, যা মোট ঋণের ১২ দশমিক ৫৬ শতাংশ। বিশ্লেষকরা বলছেন, যথাযথ তদারকির অভাবে এ পরিস্থিতি তৈরি হয়েছে। দুর্বল ব্যাংকগুলোকে একীভূত করার পরামর্শ দিয়েছেন তারা। কেন্দ্রীয় ব্যাংক বলছে, আমানতকারীদের স্বার্থ রক্ষায় প্রয়োজনীয় ব্যবস্থা নেওয়া হবে। [689,565,847,663]
article-paragraph: তিনি আরও বলেন, দেশের মানুষের প্রত্যাশা পূরণে সরকার আন্তরিকভাবে কাজ করছে। দুর্নীতির বিরুদ্ধে জিরো টলারেন্স নীতি অব্যাহত থাকবে। প্রশাসনের সর্বস্তরে জবাবদিহি নিশ্চিত করা হবে। গণমাধ্যমের স্বাধীনতা রক্ষায় প্রয়োজনীয় পদক্ষেপ নেওয়া হয়েছে বলেও জানান তিনি। [1025,794,1183,871]
newspaper-logo: দেশ প্রতিক্ষণ [18,31,206,73]
article-paragraph: বাংলাদেশ ব্যাংকের প্রতিবেদনে বলা হয়েছে, খেলাপি ঋণের পরিমাণ দাঁড়িয়েছে ২ লাখ ১১ হাজার কোটি টাকায়, যা মোট ঋণের ১২ দশমিক ৫৬ শতাংশ। বিশ্লেষকরা বলছেন, যথাযথ তদারকির অভাবে এ পরিস্থিতি তৈরি হয়েছে। দুর্বল ব্যাংকগুলোকে একীভূত করার পরামর্শ দিয়েছেন তারা। কেন্দ্রীয় ব্যাংক বলছে, আমানতকারীদের স্বার্থ রক্ষায় প্রয়োজনীয় ব্যবস্থা নেওয়া হবে। [857,565,1015,663]
article-headline: ২০ হাজার টাকায় দিতে পারছে না ফাস্ট [22,741,171,768]
article-paragraph: জনতা ব্যাংকের খেলাপি ঋণ ৪৮ হাজার ৯৭৫ কোটি টাকা, যা মোট ঋণের ৪৮ দশমিক ২০ শতাংশ। অগ্রণী ব্যাংকের খেলাপি ঋণ ২১ হাজার ৪৭৬ কোটি টাকা বা ২৮ দশমিক ১২ শতাংশ। রূপালী ব্যাংকের খেলাপি ঋণের হার ২১ দশমিক ১৫ শতাংশ, টাকার অঙ্কে ৯ হাজার ৬৪৬ কোটি টাকা। বেসিক ব্যাংকের খেলাপি ঋণ ৮ হাজার ২৯৭ কোটি টাকা বা ৬৩ দশমিক ৭২ শতাংশ। [857,1242,1015,1340]
continued-from-label: শেষ পৃষ্ঠার পর [73,948,120,959]
news-column-5 [689,94,846,1831]
article-paragraph: জনতা ব্যাংকের খেলাপি ঋণ ৪৮ হাজার ৯৭৫ কোটি টাকা, যা মোট ঋণের ৪৮ দশমিক ২০ শতাংশ। অগ্রণী ব্যাংকের খেলাপি ঋণ ২১ হাজার ৪৭৬ কোটি টাকা বা ২৮ দশমিক ১২ শতাংশ। রূপালী ব্যাংকের খেলাপি ঋণের হার ২১ দশমিক ১৫ শতাংশ, টাকার অঙ্কে ৯ হাজার ৬৪৬ কোটি টাকা। বেসিক ব্যাংকের খেলাপি ঋণ ৮ হাজার ২৯৭ কোটি টাকা বা ৬৩ দশমিক ৭২ শতাংশ। [521,1301,679,1399]
article-paragraph: ডিএসইর ব্লক মার্কেটে গতকাল ৩৫টি কোম্পানির শেয়ার লেনদেন হয়েছে। কোম্পানিগুলোর ৬৩ লাখ ২১ হাজার শেয়ার হাতবদল হয়, যার বাজারমূল্য ৫২ কোটি ৪১ লাখ টাকা। লেনদেনের শীর্ষে ছিল বিকন ফার্মাসিউটিক্যালস, এরপর স্কয়ার ফার্মা ও ব্র্যাক ব্যাংক। [689,1315,847,1392]
news-column-3 [354,94,511,1831]
article-paragraph: গতকাল ঢাকা স্টক এক্সচেঞ্জে (ডিএসই) ৬২৯ কোটি ৮৯ লাখ টাকার শেয়ার লেনদেন হয়েছে। আগের দিনের চেয়ে লেনদেন কমেছে ১১৯ কোটি টাকা। প্রধান সূচক ডিএসইএক্স ৪৫ পয়েন্ট কমে দাঁড়িয়েছে ৫ হাজার ৬২৪ পয়েন্টে। দর বেড়েছে ১২১টির, কমেছে ২৪৬টির এবং অপরিবর্তিত ছিল ৩১টির দর। [18,787,175,864]
article-paragraph: বাংলাদেশ ব্যাংকের প্রতিবেদনে বলা হয়েছে, খেলাপি ঋণের পরিমাণ দাঁড়িয়েছে ২ লাখ ১১ হাজার কোটি টাকায়, যা মোট ঋণের ১২ দশমিক ৫৬ শতাংশ। বিশ্লেষকরা বলছেন, যথাযথ তদারকির অভাবে এ পরিস্থিতি তৈরি হয়েছে। দুর্বল ব্যাংকগুলোকে একীভূত করার পরামর্শ দিয়েছেন তারা। কেন্দ্রীয় ব্যাংক বলছে, আমানতকারীদের স্বার্থ রক্ষায় প্রয়োজনীয় ব্যবস্থা নেওয়া হবে। [521,1485,679,1583]
continued-from-label: তৃতীয় পৃষ্ঠার পর [741,1056,795,1067]
article-paragraph: আদালত সূত্রে জানা গেছে, মামলার তদন্ত কর্মকর্তা আসামিদের ১০ দিনের রিমান্ড আবেদন করেন। শুনানি শেষে আদালত চার দিনের রিমান্ড মঞ্জুর করেন। এর আগে সকালে কড়া নিরাপত্তার মধ্য দিয়ে আসামিদের আদালতে হাজির করা হয়। রাষ্ট্রপক্ষের আইনজীবীরা রিমান্ডের পক্ষে যুক্তি তুলে ধরেন। অন্যদিকে আসামিপক্ষের আইনজীবীরা জামিনের আবেদন করলে আদালত তা নামঞ্জুর করে কারাগারে পাঠানোর নির্দেশ দেন। [185,94,343,203]
continued-from-label: শেষ পৃষ্ঠার পর [73,445,120,456]
article-paragraph: ন্যাশনাল ব্যাংকের খেলাপি ঋণ ২৪ হাজার ৩০৮ কোটি টাকা, যা মোট ঋণের ৫৭ দশমিক ৪২ শতাংশ। ইসলামী ব্যাংকের খেলাপি ঋণ ৯ হাজার ৬৪৯ কোটি টাকা বা ৬ দশমিক ২৫ শতাংশ। ইউনিয়ন ব্যাংকের খেলাপি ঋণ ১২ হাজার ২১৭ কোটি টাকা এবং ফার্স্ট সিকিউরিটি ইসলামী ব্যাংকের ৭ হাজার ৮৯৮ কোটি টাকা। [185,1344,343,1421]
article-paragraph: আদালত সূত্রে জানা গেছে, মামলার তদন্ত কর্মকর্তা আসামিদের ১০ দিনের রিমান্ড আবেদন করেন। শুনানি শেষে আদালত চার দিনের রিমান্ড মঞ্জুর করেন। এর আগে সকালে কড়া নিরাপত্তার মধ্য দিয়ে আসামিদের আদালতে হাজির করা হয়। রাষ্ট্রপক্ষের আইনজীবীরা রিমান্ডের পক্ষে যুক্তি তুলে ধরেন। অন্যদিকে আসামিপক্ষের আইনজীবীরা জামিনের আবেদন করলে আদালত তা নামঞ্জুর করে কারাগারে পাঠানোর নির্দেশ দেন। [18,461,175,571]
article-headline: ডিএসইর ব্লক মার্কেটে [720,1040,816,1052]
article-paragraph: বাংলাদেশ ব্যাংকের প্রতিবেদনে বলা হয়েছে, খেলাপি ঋণের পরিমাণ দাঁড়িয়েছে ২ লাখ ১১ হাজার কোটি টাকায়, যা মোট ঋণের ১২ দশমিক ৫৬ শতাংশ। বিশ্লেষকরা বলছেন, যথাযথ তদারকির অভাবে এ পরিস্থিতি তৈরি হয়েছে। দুর্বল ব্যাংকগুলোকে একীভূত করার পরামর্শ দিয়েছেন তারা। কেন্দ্রীয় ব্যাংক বলছে, আমানতকারীদের স্বার্থ রক্ষায় প্রয়োজনীয় ব্যবস্থা নেওয়া হবে। [857,1139,1015,1237]
article-paragraph: গতকাল ঢাকা স্টক এক্সচেঞ্জে (ডিএসই) ৬২৯ কোটি ৮৯ লাখ টাকার শেয়ার লেনদেন হয়েছে। আগের দিনের চেয়ে লেনদেন কমেছে ১১৯ কোটি টাকা। প্রধান সূচক ডিএসইএক্স ৪৫ পয়েন্ট কমে দাঁড়িয়েছে ৫ হাজার ৬২৪ পয়েন্টে। দর বেড়েছে ১২১টির, কমেছে ২৪৬টির এবং অপরিবর্তিত ছিল ৩১টির দর। [689,955,847,1031]
article-paragraph: অর্থ মন্ত্রণালয়ের আর্থিক প্রতিষ্ঠান বিভাগ এ সংক্রান্ত প্রজ্ঞাপন জারি করেছে। নিয়োগপ্রাপ্তরা আগামী তিন বছরের জন্য দায়িত্ব পালন করবেন। শিগগিরই তারা নতুন কর্মস্থলে যোগ দেবেন বলে সংশ্লিষ্ট সূত্রে জানা গেছে। [18,868,175,923]
news-column-2 [186,94,343,1831]
article-divider [1029,1091,1178,1092]
article-paragraph: জনতা ব্যাংকের খেলাপি ঋণ ৪৮ হাজার ৯৭৫ কোটি টাকা, যা মোট ঋণের ৪৮ দশমিক ২০ শতাংশ। অগ্রণী ব্যাংকের খেলাপি ঋণ ২১ হাজার ৪৭৬ কোটি টাকা বা ২৮ দশমিক ১২ শতাংশ। রূপালী ব্যাংকের খেলাপি ঋণের হার ২১ দশমিক ১৫ শতাংশ, টাকার অঙ্কে ৯ হাজার ৬৪৬ কোটি টাকা। বেসিক ব্যাংকের খেলাপি ঋণ ৮ হাজার ২৯৭ কোটি টাকা বা ৬৩ দশমিক ৭২ শতাংশ। [521,1014,679,1112]
article-paragraph: তিনি আরও বলেন, দেশের মানুষের প্রত্যাশা পূরণে সরকার আন্তরিকভাবে কাজ করছে। দুর্নীতির বিরুদ্ধে জিরো টলারেন্স নীতি অব্যাহত থাকবে। প্রশাসনের সর্বস্তরে জবাবদিহি নিশ্চিত করা হবে। গণমাধ্যমের স্বাধীনতা রক্ষায় প্রয়োজনীয় পদক্ষেপ নেওয়া হয়েছে বলেও জানান তিনি। [1025,548,1183,625]
article-paragraph: ন্যাশনাল ব্যাংকের খেলাপি ঋণ ২৪ হাজার ৩০৮ কোটি টাকা, যা মোট ঋণের ৫৭ দশমিক ৪২ শতাংশ। ইসলামী ব্যাংকের খেলাপি ঋণ ৯ হাজার ৬৪৯ কোটি টাকা বা ৬ দশমিক ২৫ শতাংশ। ইউনিয়ন ব্যাংকের খেলাপি ঋণ ১২ হাজার ২১৭ কোটি টাকা এবং ফার্স্ট সিকিউরিটি ইসলামী ব্যাংকের ৭ হাজার ৮৯৮ কোটি টাকা। [857,771,1015,847]
article-paragraph: গতকাল ঢাকা স্টক এক্সচেঞ্জে (ডিএসই) ৬২৯ কোটি ৮৯ লাখ টাকার শেয়ার লেনদেন হয়েছে। আগের দিনের চেয়ে লেনদেন কমেছে ১১৯ কোটি টাকা। প্রধান সূচক ডিএসইএক্স ৪৫ পয়েন্ট কমে দাঁড়িয়েছে ৫ হাজার ৬২৪ পয়েন্টে। দর বেড়েছে ১২১টির, কমেছে ২৪৬টির এবং অপরিবর্তিত ছিল ৩১টির দর। [521,381,679,457]
article-paragraph: তিনি আরও বলেন, দেশের মানুষের প্রত্যাশা পূরণে সরকার আন্তরিকভাবে কাজ করছে। দুর্নীতির বিরুদ্ধে জিরো টলারেন্স নীতি অব্যাহত থাকবে। প্রশাসনের সর্বস্তরে জবাবদিহি নিশ্চিত করা হবে। গণমাধ্যমের স্বাধীনতা রক্ষায় প্রয়োজনীয় পদক্ষেপ নেওয়া হয়েছে বলেও জানান তিনি। [353,1133,511,1210]
article-paragraph: ন্যাশনাল ব্যাংকের খেলাপি ঋণ ২৪ হাজার ৩০৮ কোটি টাকা, যা মোট ঋণের ৫৭ দশমিক ৪২ শতাংশ। ইসলামী ব্যাংকের খেলাপি ঋণ ৯ হাজার ৬৪৯ কোটি টাকা বা ৬ দশমিক ২৫ শতাংশ। ইউনিয়ন ব্যাংকের খেলাপি ঋণ ১২ হাজার ২১৭ কোটি টাকা এবং ফার্স্ট সিকিউরিটি ইসলামী ব্যাংকের ৭ হাজার ৮৯৮ কোটি টাকা। [689,94,847,170]
article-paragraph: সংশ্লিষ্ট সূত্রে জানা গেছে, গত ৫ আগস্টের পর পরিস্থিতি পাল্টে যাওয়ার সুযোগে বিভিন্ন এলাকায় নতুন করে চাঁদাবাজির অভিযোগ উঠেছে। স্থানীয় ব্যবসায়ীরা বলছেন, প্রতিদিনই বিভিন্ন পরিচয়ে টাকা দাবি করা হচ্ছে। অভিযোগ পেয়ে আইনশৃঙ্খলা বাহিনী অভিযান চালিয়ে কয়েকজনকে আটক করেছে। পুলিশ জানায়, জড়িতদের বিরুদ্ধে আইনানুগ ব্যবস্থা নেওয়া হবে। এ ঘটনায় থানায় মামলা দায়ের করা হয়েছে। [353,376,511,486]
article-paragraph: সংশ্লিষ্ট সূত্রে জানা গেছে, গত ৫ আগস্টের পর পরিস্থিতি পাল্টে যাওয়ার সুযোগে বিভিন্ন এলাকায় নতুন করে চাঁদাবাজির অভিযোগ উঠেছে। স্থানীয় ব্যবসায়ীরা বলছেন, প্রতিদিনই বিভিন্ন পরিচয়ে টাকা দাবি করা হচ্ছে। অভিযোগ পেয়ে আইনশৃঙ্খলা বাহিনী অভিযান চালিয়ে কয়েকজনকে আটক করেছে। পুলিশ জানায়, জড়িতদের বিরুদ্ধে আইনানুগ ব্যবস্থা নেওয়া হবে। এ ঘটনায় থানায় মামলা দায়ের করা হয়েছে। [18,964,175,1074]
article-paragraph: টাকার লেনদেন হয়েছে, যা আগের দিনের তুলনায় ৪০ কোটি টাকা বেশি বলে জানিয়েছে সংশ্লিষ্ট সূত্র। [1025,94,1183,126]
article-paragraph: বাংলাদেশ ব্যাংকের প্রতিবেদনে বলা হয়েছে, খেলাপি ঋণের পরিমাণ দাঁড়িয়েছে ২ লাখ ১১ হাজার কোটি টাকায়, যা মোট ঋণের ১২ দশমিক ৫৬ শতাংশ। বিশ্লেষকরা বলছেন, যথাযথ তদারকির অভাবে এ পরিস্থিতি তৈরি হয়েছে। দুর্বল ব্যাংকগুলোকে একীভূত করার পরামর্শ দিয়েছেন তারা। কেন্দ্রীয় ব্যাংক বলছে, আমানতকারীদের স্বার্থ রক্ষায় প্রয়োজনীয় ব্যবস্থা নেওয়া হবে। [18,1538,175,1637]
article-paragraph: জনতা ব্যাংকের খেলাপি ঋণ ৪৮ হাজার ৯৭৫ কোটি টাকা, যা মোট ঋণের ৪৮ দশমিক ২০ শতাংশ। অগ্রণী ব্যাংকের খেলাপি ঋণ ২১ হাজার ৪৭৬ কোটি টাকা বা ২৮ দশমিক ১২ শতাংশ। রূপালী ব্যাংকের খেলাপি ঋণের হার ২১ দশমিক ১৫ শতাংশ, টাকার অঙ্কে ৯ হাজার ৬৪৬ কোটি টাকা। বেসিক ব্যাংকের খেলাপি ঋণ ৮ হাজার ২৯৭ কোটি টাকা বা ৬৩ দশমিক ৭২ শতাংশ। [18,1435,175,1534]
article-paragraph: মামলার এজাহারে বলা হয়, গত ৪ আগস্ট বিকেলে মিছিল চলাকালে প্রতিপক্ষের হামলায় তিনি গুরুতর আহত হন। স্থানীয়রা তাকে উদ্ধার করে হাসপাতালে ভর্তি করেন। দীর্ঘ চিকিৎসা শেষে বাড়ি ফিরে তিনি বাদী হয়ে থানায় মামলা করেন। পুলিশ জানিয়েছে, আসামিদের গ্রেপ্তারে অভিযান অব্যাহত রয়েছে। [1025,1174,1183,1251]
article-paragraph: এরপর তিনি আন্দোলনে যুক্ত হন। আহত অবস্থায় হাসপাতালে চিকিৎসা নিয়ে বাড়ি ফেরেন। [353,94,511,126]
article-headline: ১৫০ কোটি টাকা ব্যয়ে দ্বিতীয় ইউনিট [1038,135,1169,162]
article-paragraph: আদালত সূত্রে জানা গেছে, মামলার তদন্ত কর্মকর্তা আসামিদের ১০ দিনের রিমান্ড আবেদন করেন। শুনানি শেষে আদালত চার দিনের রিমান্ড মঞ্জুর করেন। এর আগে সকালে কড়া নিরাপত্তার মধ্য দিয়ে আসামিদের আদালতে হাজির করা হয়। রাষ্ট্রপক্ষের আইনজীবীরা রিমান্ডের পক্ষে যুক্তি তুলে ধরেন। অন্যদিকে আসামিপক্ষের আইনজীবীরা জামিনের আবেদন করলে আদালত তা নামঞ্জুর করে কারাগারে পাঠানোর নির্দেশ দেন। [1025,1255,1183,1365]
date-block [1032,25,1182,63]
article-paragraph: তিনি আরও বলেন, দেশের মানুষের প্রত্যাশা পূরণে সরকার আন্তরিকভাবে কাজ করছে। দুর্নীতির বিরুদ্ধে জিরো টলারেন্স নীতি অব্যাহত থাকবে। প্রশাসনের সর্বস্তরে জবাবদিহি নিশ্চিত করা হবে। গণমাধ্যমের স্বাধীনতা রক্ষায় প্রয়োজনীয় পদক্ষেপ নেওয়া হয়েছে বলেও জানান তিনি। [185,403,343,479]
article-paragraph: জনতা ব্যাংকের খেলাপি ঋণ ৪৮ হাজার ৯৭৫ কোটি টাকা, যা মোট ঋণের ৪৮ দশমিক ২০ শতাংশ। অগ্রণী ব্যাংকের খেলাপি ঋণ ২১ হাজার ৪৭৬ কোটি টাকা বা ২৮ দশমিক ১২ শতাংশ। রূপালী ব্যাংকের খেলাপি ঋণের হার ২১ দশমিক ১৫ শতাংশ, টাকার অঙ্কে ৯ হাজার ৬৪৬ কোটি টাকা। বেসিক ব্যাংকের খেলাপি ঋণ ৮ হাজার ২৯৭ কোটি টাকা বা ৬৩ দশমিক ৭২ শতাংশ। [521,749,679,847]
article-paragraph: মামলার এজাহারে বলা হয়, গত ৪ আগস্ট বিকেলে মিছিল চলাকালে প্রতিপক্ষের হামলায় তিনি গুরুতর আহত হন। স্থানীয়রা তাকে উদ্ধার করে হাসপাতালে ভর্তি করেন। দীর্ঘ চিকিৎসা শেষে বাড়ি ফিরে তিনি বাদী হয়ে থানায় মামলা করেন। পুলিশ জানিয়েছে, আসামিদের গ্রেপ্তারে অভিযান অব্যাহত রয়েছে। [185,322,343,398]
article-paragraph: সংবাদ সম্মেলনে তিনি বলেন, ছাত্র-জনতার আন্দোলনের মধ্য দিয়ে দেশে নতুন সম্ভাবনার দুয়ার খুলেছে। এই অর্জন ধরে রাখতে সবাইকে ঐক্যবদ্ধ থাকতে হবে। বৈষম্যহীন রাষ্ট্র গঠনে অন্তর্বর্তী সরকারকে সহযোগিতার আহ্বান জানান তিনি। এ সময় বিভিন্ন রাজনৈতিক দলের নেতারা উপস্থিত ছিলেন। [353,490,511,567]
article-paragraph: জনতা ব্যাংকের খেলাপি ঋণ ৪৮ হাজার ৯৭৫ কোটি টাকা, যা মোট ঋণের ৪৮ দশমিক ২০ শতাংশ। অগ্রণী ব্যাংকের খেলাপি ঋণ ২১ হাজার ৪৭৬ কোটি টাকা বা ২৮ দশমিক ১২ শতাংশ। রূপালী ব্যাংকের খেলাপি ঋণের হার ২১ দশমিক ১৫ শতাংশ, টাকার অঙ্কে ৯ হাজার ৬৪৬ কোটি টাকা। বেসিক ব্যাংকের খেলাপি ঋণ ৮ হাজার ২৯৭ কোটি টাকা বা ৬৩ দশমিক ৭২ শতাংশ। [353,1485,511,1584]
article-paragraph: সংশ্লিষ্ট সূত্রে জানা গেছে, গত ৫ আগস্টের পর পরিস্থিতি পাল্টে যাওয়ার সুযোগে বিভিন্ন এলাকায় নতুন করে চাঁদাবাজির অভিযোগ উঠেছে। স্থানীয় ব্যবসায়ীরা বলছেন, প্রতিদিনই বিভিন্ন পরিচয়ে টাকা দাবি করা হচ্ছে। অভিযোগ পেয়ে আইনশৃঙ্খলা বাহিনী অভিযান চালিয়ে কয়েকজনকে আটক করেছে। পুলিশ জানায়, জড়িতদের বিরুদ্ধে আইনানুগ ব্যবস্থা নেওয়া হবে। এ ঘটনায় থানায় মামলা দায়ের করা হয়েছে। [18,148,175,258]
continued-from-label: তৃতীয় পৃষ্ঠার পর [1076,1036,1131,1046]
article-paragraph: বাংলাদেশ পরিসংখ্যান ব্যুরোর (বিবিএস) হিসাবে আগস্টে সার্বিক মূল্যস্ফীতি কিছুটা কমে ১০ দশমিক ৪৯ শতাংশে নেমেছে। খাদ্য মূল্যস্ফীতি হয়েছে ১১ দশমিক ৩৬ শতাংশ। বিশেষজ্ঞরা বলছেন, সরবরাহ স্বাভাবিক হলে মূল্যস্ফীতি আরও কমবে। নিত্যপণ্যের দাম নিয়ন্ত্রণে বাজার তদারকি জোরদার করা হয়েছে। [353,1265,511,1341]
article-paragraph: মামলার এজাহারে বলা হয়, গত ৪ আগস্ট বিকেলে মিছিল চলাকালে প্রতিপক্ষের হামলায় তিনি গুরুতর আহত হন। স্থানীয়রা তাকে উদ্ধার করে হাসপাতালে ভর্তি করেন। দীর্ঘ চিকিৎসা শেষে বাড়ি ফিরে তিনি বাদী হয়ে থানায় মামলা করেন। পুলিশ জানিয়েছে, আসামিদের গ্রেপ্তারে অভিযান অব্যাহত রয়েছে। [185,987,343,1064]
continued-from-label: তৃতীয় পৃষ্ঠার পর [1076,451,1131,462]
article-paragraph: সংবাদ সম্মেলনে তিনি বলেন, ছাত্র-জনতার আন্দোলনের মধ্য দিয়ে দেশে নতুন সম্ভাবনার দুয়ার খুলেছে। এই অর্জন ধরে রাখতে সবাইকে ঐক্যবদ্ধ থাকতে হবে। বৈষম্যহীন রাষ্ট্র গঠনে অন্তর্বর্তী সরকারকে সহযোগিতার আহ্বান জানান তিনি। এ সময় বিভিন্ন রাজনৈতিক দলের নেতারা উপস্থিত ছিলেন। [18,1354,175,1431]
article-paragraph: দর বৃদ্ধির শীর্ষে থাকা কোম্পানিগুলো হলো অগ্নি সিস্টেমস ৪.৪৭ শতাংশ, ইউনাইটেড ইন্স্যুরেন্স ৪.৪৫ শতাংশ, এনার্জিপ্যাক ৪.৩৯ শতাংশ, সোনালী আঁশ ৩.৯৮ শতাংশ, লিবরা ইনফিউশনস ৩.৮৫ শতাংশ, মুন্নু এগ্রো ৩.৬৫ শতাংশ, ফার কেমিক্যাল ৩.৪৮ শতাংশ ও অ্যাম্বি ফার্মা ৩.২৫ শতাংশ। [689,1396,847,1473]
newspaper-tagline: নিরপেক্ষ ও নির্ভীক বাংলা দৈনিক [18,18,141,29]
continued-from-label: শেষ পৃষ্ঠার পর [241,857,288,868]
news-column-6 [857,94,1014,1831]
article-paragraph: জনতা ব্যাংকের খেলাপি ঋণ ৪৮ হাজার ৯৭৫ কোটি টাকা, যা মোট ঋণের ৪৮ দশমিক ২০ শতাংশ। অগ্রণী ব্যাংকের খেলাপি ঋণ ২১ হাজার ৪৭৬ কোটি টাকা বা ২৮ দশমিক ১২ শতাংশ। রূপালী ব্যাংকের খেলাপি ঋণের হার ২১ দশমিক ১৫ শতাংশ, টাকার অঙ্কে ৯ হাজার ৬৪৬ কোটি টাকা। বেসিক ব্যাংকের খেলাপি ঋণ ৮ হাজার ২৯৭ কোটি টাকা বা ৬৩ দশমিক ৭২ শতাংশ। [857,381,1015,479]
article-paragraph: বাংলাদেশ ব্যাংকের প্রতিবেদনে বলা হয়েছে, খেলাপি ঋণের পরিমাণ দাঁড়িয়েছে ২ লাখ ১১ হাজার কোটি টাকায়, যা মোট ঋণের ১২ দশমিক ৫৬ শতাংশ। বিশ্লেষকরা বলছেন, যথাযথ তদারকির অভাবে এ পরিস্থিতি তৈরি হয়েছে। দুর্বল ব্যাংকগুলোকে একীভূত করার পরামর্শ দিয়েছেন তারা। কেন্দ্রীয় ব্যাংক বলছে, আমানতকারীদের স্বার্থ রক্ষায় প্রয়োজনীয় ব্যবস্থা নেওয়া হবে। [857,1426,1015,1524]
article-paragraph: সংবাদ সম্মেলনে তিনি বলেন, ছাত্র-জনতার আন্দোলনের মধ্য দিয়ে দেশে নতুন সম্ভাবনার দুয়ার খুলেছে। এই অর্জন ধরে রাখতে সবাইকে ঐক্যবদ্ধ থাকতে হবে। বৈষম্যহীন রাষ্ট্র গঠনে অন্তর্বর্তী সরকারকে সহযোগিতার আহ্বান জানান তিনি। এ সময় বিভিন্ন রাজনৈতিক দলের নেতারা উপস্থিত ছিলেন। [185,484,343,560]
article-headline: ১০ ব্যাংক দেউলিয়া হওয়ার মতো খারাপ [358,902,507,929]
article-paragraph: ন্যাশনাল ব্যাংকের খেলাপি ঋণ ২৪ হাজার ৩০৮ কোটি টাকা, যা মোট ঋণের ৫৭ দশমিক ৪২ শতাংশ। ইসলামী ব্যাংকের খেলাপি ঋণ ৯ হাজার ৬৪৯ কোটি টাকা বা ৬ দশমিক ২৫ শতাংশ। ইউনিয়ন ব্যাংকের খেলাপি ঋণ ১২ হাজার ২১৭ কোটি টাকা এবং ফার্স্ট সিকিউরিটি ইসলামী ব্যাংকের ৭ হাজার ৮৯৮ কোটি টাকা। [521,852,679,928]
article-paragraph: সংবাদ সম্মেলনে তিনি বলেন, ছাত্র-জনতার আন্দোলনের মধ্য দিয়ে দেশে নতুন সম্ভাবনার দুয়ার খুলেছে। এই অর্জন ধরে রাখতে সবাইকে ঐক্যবদ্ধ থাকতে হবে। বৈষম্যহীন রাষ্ট্র গঠনে অন্তর্বর্তী সরকারকে সহযোগিতার আহ্বান জানান তিনি। এ সময় বিভিন্ন রাজনৈতিক দলের নেতারা উপস্থিত ছিলেন। [1025,875,1183,952]
article-paragraph: ন্যাশনাল ব্যাংকের খেলাপি ঋণ ২৪ হাজার ৩০৮ কোটি টাকা, যা মোট ঋণের ৫৭ দশমিক ৪২ শতাংশ। ইসলামী ব্যাংকের খেলাপি ঋণ ৯ হাজার ৬৪৯ কোটি টাকা বা ৬ দশমিক ২৫ শতাংশ। ইউনিয়ন ব্যাংকের খেলাপি ঋণ ১২ হাজার ২১৭ কোটি টাকা এবং ফার্স্ট সিকিউরিটি ইসলামী ব্যাংকের ৭ হাজার ৮৯৮ কোটি টাকা। [689,381,847,457]
article-paragraph: বাংলাদেশ ব্যাংকের প্রতিবেদনে বলা হয়েছে, খেলাপি ঋণের পরিমাণ দাঁড়িয়েছে ২ লাখ ১১ হাজার কোটি টাকায়, যা মোট ঋণের ১২ দশমিক ৫৬ শতাংশ। বিশ্লেষকরা বলছেন, যথাযথ তদারকির অভাবে এ পরিস্থিতি তৈরি হয়েছে। দুর্বল ব্যাংকগুলোকে একীভূত করার পরামর্শ দিয়েছেন তারা। কেন্দ্রীয় ব্যাংক বলছে, আমানতকারীদের স্বার্থ রক্ষায় প্রয়োজনীয় ব্যবস্থা নেওয়া হবে। [521,94,679,192]
weekday-label: সোমবার [1032,25,1182,48]
article-paragraph: তালিকায় আরও রয়েছে সোনালী পেপার ১.৭৮ শতাংশ, খুলনা পাওয়ার ১.৬৫ শতাংশ ও জিল বাংলা সুগার ১.৬০ শতাংশ। [1025,1052,1183,1084]
article-paragraph: আদালত সূত্রে জানা গেছে, মামলার তদন্ত কর্মকর্তা আসামিদের ১০ দিনের রিমান্ড আবেদন করেন। শুনানি শেষে আদালত চার দিনের রিমান্ড মঞ্জুর করেন। এর আগে সকালে কড়া নিরাপত্তার মধ্য দিয়ে আসামিদের আদালতে হাজির করা হয়। রাষ্ট্রপক্ষের আইনজীবীরা রিমান্ডের পক্ষে যুক্তি তুলে ধরেন। অন্যদিকে আসামিপক্ষের আইনজীবীরা জামিনের আবেদন করলে আদালত তা নামঞ্জুর করে কারাগারে পাঠানোর নির্দেশ দেন। [353,703,511,813]
article-headline: দুই লাখ ১১ হাজার কোটি টাকা [363,1350,501,1362]
article-paragraph: অর্থ মন্ত্রণালয়ের আর্থিক প্রতিষ্ঠান বিভাগ এ সংক্রান্ত প্রজ্ঞাপন জারি করেছে। নিয়োগপ্রাপ্তরা আগামী তিন বছরের জন্য দায়িত্ব পালন করবেন। শিগগিরই তারা নতুন কর্মস্থলে যোগ দেবেন বলে সংশ্লিষ্ট সূত্রে জানা গেছে। [1025,956,1183,1011]
